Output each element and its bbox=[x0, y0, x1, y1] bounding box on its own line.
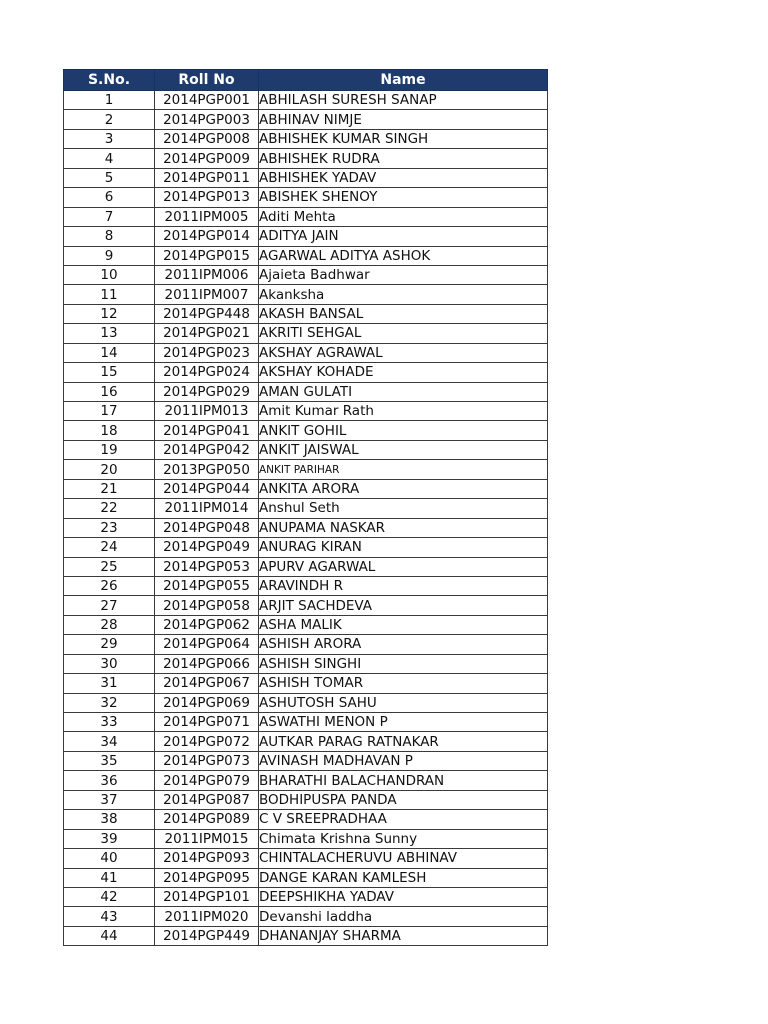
cell-roll-no: 2014PGP001 bbox=[155, 91, 259, 110]
cell-name: AVINASH MADHAVAN P bbox=[259, 751, 548, 770]
table-row bbox=[64, 110, 548, 129]
table-row bbox=[64, 732, 548, 751]
cell-roll-no: 2014PGP093 bbox=[155, 849, 259, 868]
cell-sno: 11 bbox=[64, 285, 155, 304]
cell-sno: 39 bbox=[64, 829, 155, 848]
cell-name: CHINTALACHERUVU ABHINAV bbox=[259, 849, 548, 868]
table-row bbox=[64, 615, 548, 634]
cell-roll-no: 2014PGP062 bbox=[155, 615, 259, 634]
cell-sno: 41 bbox=[64, 868, 155, 887]
cell-sno: 20 bbox=[64, 460, 155, 479]
cell-roll-no: 2014PGP049 bbox=[155, 538, 259, 557]
table-row bbox=[64, 790, 548, 809]
table-row bbox=[64, 188, 548, 207]
table-row bbox=[64, 265, 548, 284]
cell-roll-no: 2014PGP066 bbox=[155, 654, 259, 673]
cell-roll-no: 2014PGP064 bbox=[155, 635, 259, 654]
cell-name: ABHISHEK RUDRA bbox=[259, 149, 548, 168]
cell-name: ASWATHI MENON P bbox=[259, 713, 548, 732]
table-row bbox=[64, 693, 548, 712]
table-row bbox=[64, 168, 548, 187]
cell-roll-no: 2011IPM006 bbox=[155, 265, 259, 284]
table-row bbox=[64, 576, 548, 595]
table-row bbox=[64, 343, 548, 362]
cell-sno: 27 bbox=[64, 596, 155, 615]
cell-roll-no: 2014PGP448 bbox=[155, 304, 259, 323]
cell-name: BHARATHI BALACHANDRAN bbox=[259, 771, 548, 790]
cell-name: ASHISH ARORA bbox=[259, 635, 548, 654]
cell-sno: 35 bbox=[64, 751, 155, 770]
cell-sno: 1 bbox=[64, 91, 155, 110]
cell-sno: 32 bbox=[64, 693, 155, 712]
table-row bbox=[64, 91, 548, 110]
table-row bbox=[64, 518, 548, 537]
cell-sno: 37 bbox=[64, 790, 155, 809]
cell-name: AKSHAY AGRAWAL bbox=[259, 343, 548, 362]
cell-name: ARAVINDH R bbox=[259, 576, 548, 595]
table-row bbox=[64, 499, 548, 518]
cell-roll-no: 2014PGP014 bbox=[155, 227, 259, 246]
cell-roll-no: 2011IPM015 bbox=[155, 829, 259, 848]
cell-sno: 6 bbox=[64, 188, 155, 207]
cell-sno: 9 bbox=[64, 246, 155, 265]
cell-sno: 17 bbox=[64, 402, 155, 421]
cell-sno: 23 bbox=[64, 518, 155, 537]
cell-sno: 10 bbox=[64, 265, 155, 284]
cell-name: ABHISHEK KUMAR SINGH bbox=[259, 129, 548, 148]
table-row bbox=[64, 460, 548, 479]
cell-name: ABHILASH SURESH SANAP bbox=[259, 91, 548, 110]
cell-name: ABHISHEK YADAV bbox=[259, 168, 548, 187]
cell-sno: 42 bbox=[64, 887, 155, 906]
cell-name: ANKIT GOHIL bbox=[259, 421, 548, 440]
column-header-name: Name bbox=[259, 70, 548, 91]
cell-roll-no: 2014PGP053 bbox=[155, 557, 259, 576]
table-row bbox=[64, 207, 548, 226]
cell-roll-no: 2014PGP011 bbox=[155, 168, 259, 187]
cell-roll-no: 2014PGP095 bbox=[155, 868, 259, 887]
cell-sno: 8 bbox=[64, 227, 155, 246]
cell-roll-no: 2014PGP009 bbox=[155, 149, 259, 168]
cell-sno: 7 bbox=[64, 207, 155, 226]
cell-roll-no: 2014PGP048 bbox=[155, 518, 259, 537]
cell-sno: 2 bbox=[64, 110, 155, 129]
table-row bbox=[64, 810, 548, 829]
cell-sno: 34 bbox=[64, 732, 155, 751]
cell-name: AKASH BANSAL bbox=[259, 304, 548, 323]
cell-sno: 25 bbox=[64, 557, 155, 576]
cell-name: Ajaieta Badhwar bbox=[259, 265, 548, 284]
cell-name: Chimata Krishna Sunny bbox=[259, 829, 548, 848]
cell-name: DHANANJAY SHARMA bbox=[259, 926, 548, 945]
cell-roll-no: 2014PGP449 bbox=[155, 926, 259, 945]
cell-roll-no: 2014PGP021 bbox=[155, 324, 259, 343]
cell-name: ARJIT SACHDEVA bbox=[259, 596, 548, 615]
cell-name: ANKITA ARORA bbox=[259, 479, 548, 498]
table-row bbox=[64, 324, 548, 343]
cell-name: Amit Kumar Rath bbox=[259, 402, 548, 421]
cell-sno: 31 bbox=[64, 674, 155, 693]
table-row bbox=[64, 227, 548, 246]
cell-name: ANURAG KIRAN bbox=[259, 538, 548, 557]
cell-name: AKSHAY KOHADE bbox=[259, 363, 548, 382]
table-row bbox=[64, 129, 548, 148]
cell-roll-no: 2014PGP072 bbox=[155, 732, 259, 751]
cell-roll-no: 2014PGP055 bbox=[155, 576, 259, 595]
cell-sno: 40 bbox=[64, 849, 155, 868]
cell-sno: 15 bbox=[64, 363, 155, 382]
cell-roll-no: 2014PGP008 bbox=[155, 129, 259, 148]
cell-sno: 3 bbox=[64, 129, 155, 148]
cell-roll-no: 2014PGP015 bbox=[155, 246, 259, 265]
cell-roll-no: 2014PGP013 bbox=[155, 188, 259, 207]
cell-roll-no: 2014PGP101 bbox=[155, 887, 259, 906]
cell-sno: 36 bbox=[64, 771, 155, 790]
cell-name: Devanshi laddha bbox=[259, 907, 548, 926]
cell-roll-no: 2014PGP087 bbox=[155, 790, 259, 809]
cell-sno: 22 bbox=[64, 499, 155, 518]
cell-name: AUTKAR PARAG RATNAKAR bbox=[259, 732, 548, 751]
cell-name: C V SREEPRADHAA bbox=[259, 810, 548, 829]
table-row bbox=[64, 557, 548, 576]
cell-name: ASHA MALIK bbox=[259, 615, 548, 634]
cell-name: AGARWAL ADITYA ASHOK bbox=[259, 246, 548, 265]
cell-name: Akanksha bbox=[259, 285, 548, 304]
cell-roll-no: 2014PGP044 bbox=[155, 479, 259, 498]
cell-roll-no: 2014PGP058 bbox=[155, 596, 259, 615]
cell-sno: 33 bbox=[64, 713, 155, 732]
cell-sno: 16 bbox=[64, 382, 155, 401]
table-row bbox=[64, 926, 548, 945]
cell-sno: 5 bbox=[64, 168, 155, 187]
table-row bbox=[64, 849, 548, 868]
student-roster-sheet bbox=[63, 69, 548, 946]
table-row bbox=[64, 596, 548, 615]
cell-roll-no: 2014PGP029 bbox=[155, 382, 259, 401]
cell-roll-no: 2014PGP067 bbox=[155, 674, 259, 693]
table-row bbox=[64, 363, 548, 382]
cell-sno: 24 bbox=[64, 538, 155, 557]
cell-sno: 21 bbox=[64, 479, 155, 498]
cell-name: ANKIT PARIHAR bbox=[259, 460, 548, 479]
cell-sno: 12 bbox=[64, 304, 155, 323]
table-row bbox=[64, 887, 548, 906]
cell-sno: 43 bbox=[64, 907, 155, 926]
table-row bbox=[64, 751, 548, 770]
cell-roll-no: 2014PGP042 bbox=[155, 440, 259, 459]
cell-sno: 44 bbox=[64, 926, 155, 945]
cell-name: Aditi Mehta bbox=[259, 207, 548, 226]
table-row bbox=[64, 713, 548, 732]
cell-sno: 30 bbox=[64, 654, 155, 673]
table-row bbox=[64, 538, 548, 557]
cell-sno: 18 bbox=[64, 421, 155, 440]
cell-sno: 4 bbox=[64, 149, 155, 168]
cell-roll-no: 2011IPM007 bbox=[155, 285, 259, 304]
cell-roll-no: 2014PGP003 bbox=[155, 110, 259, 129]
cell-roll-no: 2011IPM020 bbox=[155, 907, 259, 926]
table-row bbox=[64, 907, 548, 926]
cell-roll-no: 2014PGP089 bbox=[155, 810, 259, 829]
table-row bbox=[64, 149, 548, 168]
table-body bbox=[64, 91, 548, 946]
cell-roll-no: 2014PGP073 bbox=[155, 751, 259, 770]
cell-sno: 38 bbox=[64, 810, 155, 829]
cell-name: ANKIT JAISWAL bbox=[259, 440, 548, 459]
cell-name: APURV AGARWAL bbox=[259, 557, 548, 576]
cell-roll-no: 2011IPM005 bbox=[155, 207, 259, 226]
table-row bbox=[64, 246, 548, 265]
cell-name: ASHISH TOMAR bbox=[259, 674, 548, 693]
cell-name: Anshul Seth bbox=[259, 499, 548, 518]
table-row bbox=[64, 868, 548, 887]
table-header-row bbox=[64, 70, 548, 91]
table-row bbox=[64, 674, 548, 693]
cell-roll-no: 2014PGP069 bbox=[155, 693, 259, 712]
cell-name: ASHUTOSH SAHU bbox=[259, 693, 548, 712]
cell-roll-no: 2014PGP071 bbox=[155, 713, 259, 732]
cell-name: ADITYA JAIN bbox=[259, 227, 548, 246]
column-header-sno: S.No. bbox=[64, 70, 155, 91]
table-row bbox=[64, 771, 548, 790]
cell-sno: 19 bbox=[64, 440, 155, 459]
cell-roll-no: 2013PGP050 bbox=[155, 460, 259, 479]
column-header-roll-no: Roll No bbox=[155, 70, 259, 91]
cell-name: AMAN GULATI bbox=[259, 382, 548, 401]
cell-sno: 13 bbox=[64, 324, 155, 343]
table-row bbox=[64, 421, 548, 440]
table-row bbox=[64, 654, 548, 673]
cell-name: ABHINAV NIMJE bbox=[259, 110, 548, 129]
cell-sno: 26 bbox=[64, 576, 155, 595]
student-roster-table bbox=[63, 69, 548, 946]
cell-name: DANGE KARAN KAMLESH bbox=[259, 868, 548, 887]
cell-sno: 14 bbox=[64, 343, 155, 362]
cell-sno: 29 bbox=[64, 635, 155, 654]
table-row bbox=[64, 635, 548, 654]
cell-roll-no: 2014PGP079 bbox=[155, 771, 259, 790]
table-row bbox=[64, 285, 548, 304]
cell-roll-no: 2014PGP023 bbox=[155, 343, 259, 362]
table-row bbox=[64, 382, 548, 401]
cell-name: ASHISH SINGHI bbox=[259, 654, 548, 673]
table-row bbox=[64, 402, 548, 421]
cell-roll-no: 2011IPM014 bbox=[155, 499, 259, 518]
table-row bbox=[64, 479, 548, 498]
cell-roll-no: 2011IPM013 bbox=[155, 402, 259, 421]
cell-name: DEEPSHIKHA YADAV bbox=[259, 887, 548, 906]
cell-sno: 28 bbox=[64, 615, 155, 634]
cell-roll-no: 2014PGP024 bbox=[155, 363, 259, 382]
table-row bbox=[64, 829, 548, 848]
cell-name: ABISHEK SHENOY bbox=[259, 188, 548, 207]
table-row bbox=[64, 440, 548, 459]
cell-name: AKRITI SEHGAL bbox=[259, 324, 548, 343]
cell-name: BODHIPUSPA PANDA bbox=[259, 790, 548, 809]
cell-roll-no: 2014PGP041 bbox=[155, 421, 259, 440]
cell-name: ANUPAMA NASKAR bbox=[259, 518, 548, 537]
table-row bbox=[64, 304, 548, 323]
